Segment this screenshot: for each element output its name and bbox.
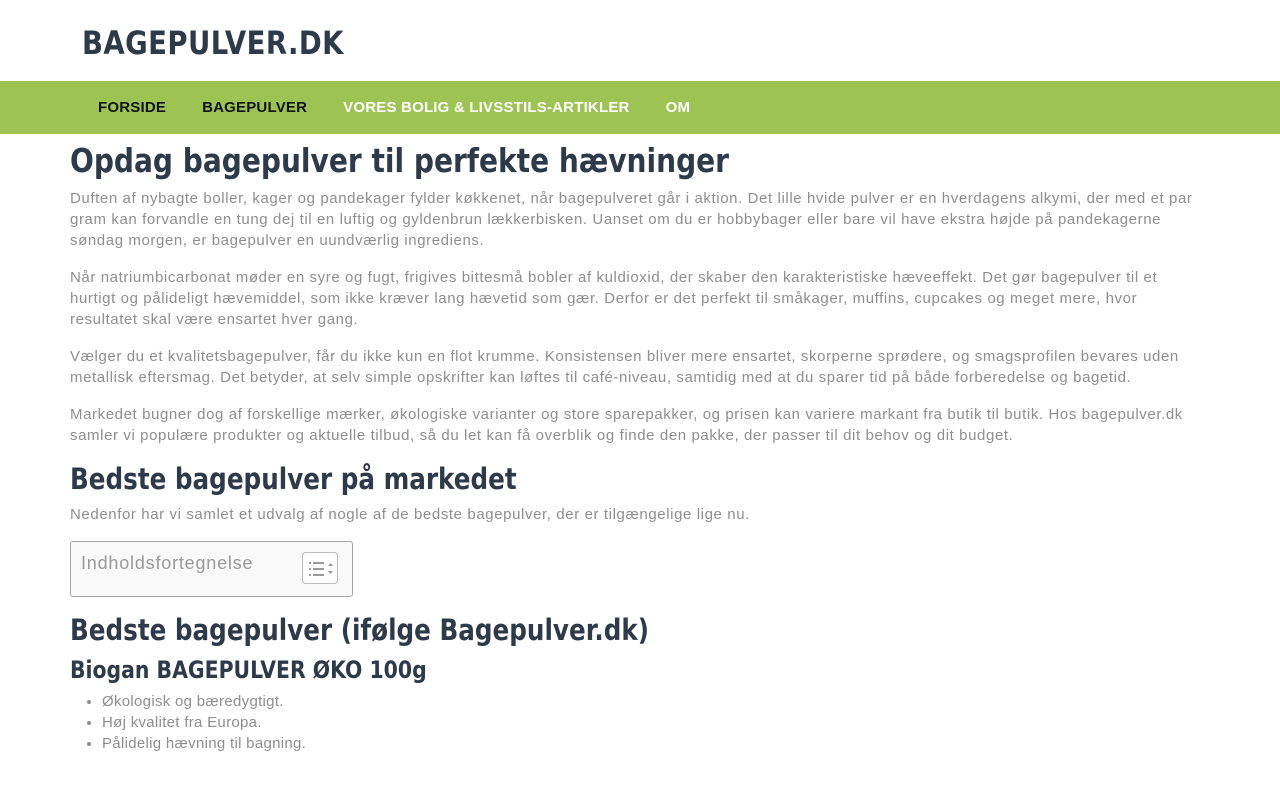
intro-paragraph-1: Duften af nybagte boller, kager og pandekager fylder køkkenet, når bagepulveret går i aktion. Det lille hvide pulver er en hverdagens alkymi, der med et par gram kan forvandle en tung dej til en luftig og gyldenbrun lækkerbisken. Uanset om du er hobbybager eller bare vil have ekstra højde på pandekagerne søndag morgen, er bagepulver en uundværlig ingrediens.: [70, 190, 1193, 249]
list-item: • Pålidelig hævning til bagning.: [102, 733, 1200, 754]
product-features: [70, 691, 1200, 754]
nav-item-om[interactable]: OM: [665, 99, 691, 116]
list-toggle-icon: [308, 560, 334, 578]
toc-title: Indholdsfortegnelse: [81, 553, 254, 573]
intro-paragraph-3: Vælger du et kvalitetsbagepulver, får du ikke kun en flot krumme. Konsistensen bliver mere ensartet, skorperne sprødere, og smagsprofilen bevares uden metallisk eftersmag. Det betyder, at selv simple opskrifter kan løftes til café-niveau, samtidig med at du sparer tid på både forberedelse og bagetid.: [70, 348, 1179, 386]
list-item: • Høj kvalitet fra Europa.: [102, 712, 1200, 733]
nav-item-bagepulver[interactable]: BAGEPULVER: [202, 99, 308, 116]
nav-item-forside[interactable]: FORSIDE: [98, 99, 167, 116]
products-title: Bedste bagepulver (ifølge Bagepulver.dk): [70, 613, 650, 647]
list-item: • Økologisk og bæredygtigt.: [102, 691, 1200, 712]
site-logo[interactable]: BAGEPULVER.DK: [82, 24, 344, 62]
table-of-contents: [70, 541, 353, 597]
best-section-title: Bedste bagepulver på markedet: [70, 462, 517, 496]
main-content: [0, 142, 1280, 754]
product-title: Biogan BAGEPULVER ØKO 100g: [70, 656, 427, 684]
page-title: Opdag bagepulver til perfekte hævninger: [70, 141, 730, 180]
intro-paragraph-4: Markedet bugner dog af forskellige mærker, økologiske varianter og store sparepakker, og prisen kan variere markant fra butik til butik. Hos bagepulver.dk samler vi populære produkter og aktuelle tilbud, så du let kan få overblik og finde den pakke, der passer til dit behov og dit budget.: [70, 406, 1183, 444]
best-section-intro: Nedenfor har vi samlet et udvalg af nogle af de bedste bagepulver, der er tilgængelige lige nu.: [70, 506, 750, 523]
nav-item-artikler[interactable]: VORES BOLIG & LIVSSTILS-ARTIKLER: [343, 99, 630, 116]
main-nav: [0, 81, 1280, 134]
intro-paragraph-2: Når natriumbicarbonat møder en syre og fugt, frigives bittesmå bobler af kuldioxid, der skaber den karakteristiske hæveeffekt. Det gør bagepulver til et hurtigt og pålideligt hævemiddel, som ikke kræver lang hævetid som gær. Derfor er det perfekt til småkager, muffins, cupcakes og meget mere, hvor resultatet skal være ensartet hver gang.: [70, 269, 1158, 328]
toc-toggle-button[interactable]: [302, 552, 338, 584]
site-header: [0, 0, 1280, 81]
